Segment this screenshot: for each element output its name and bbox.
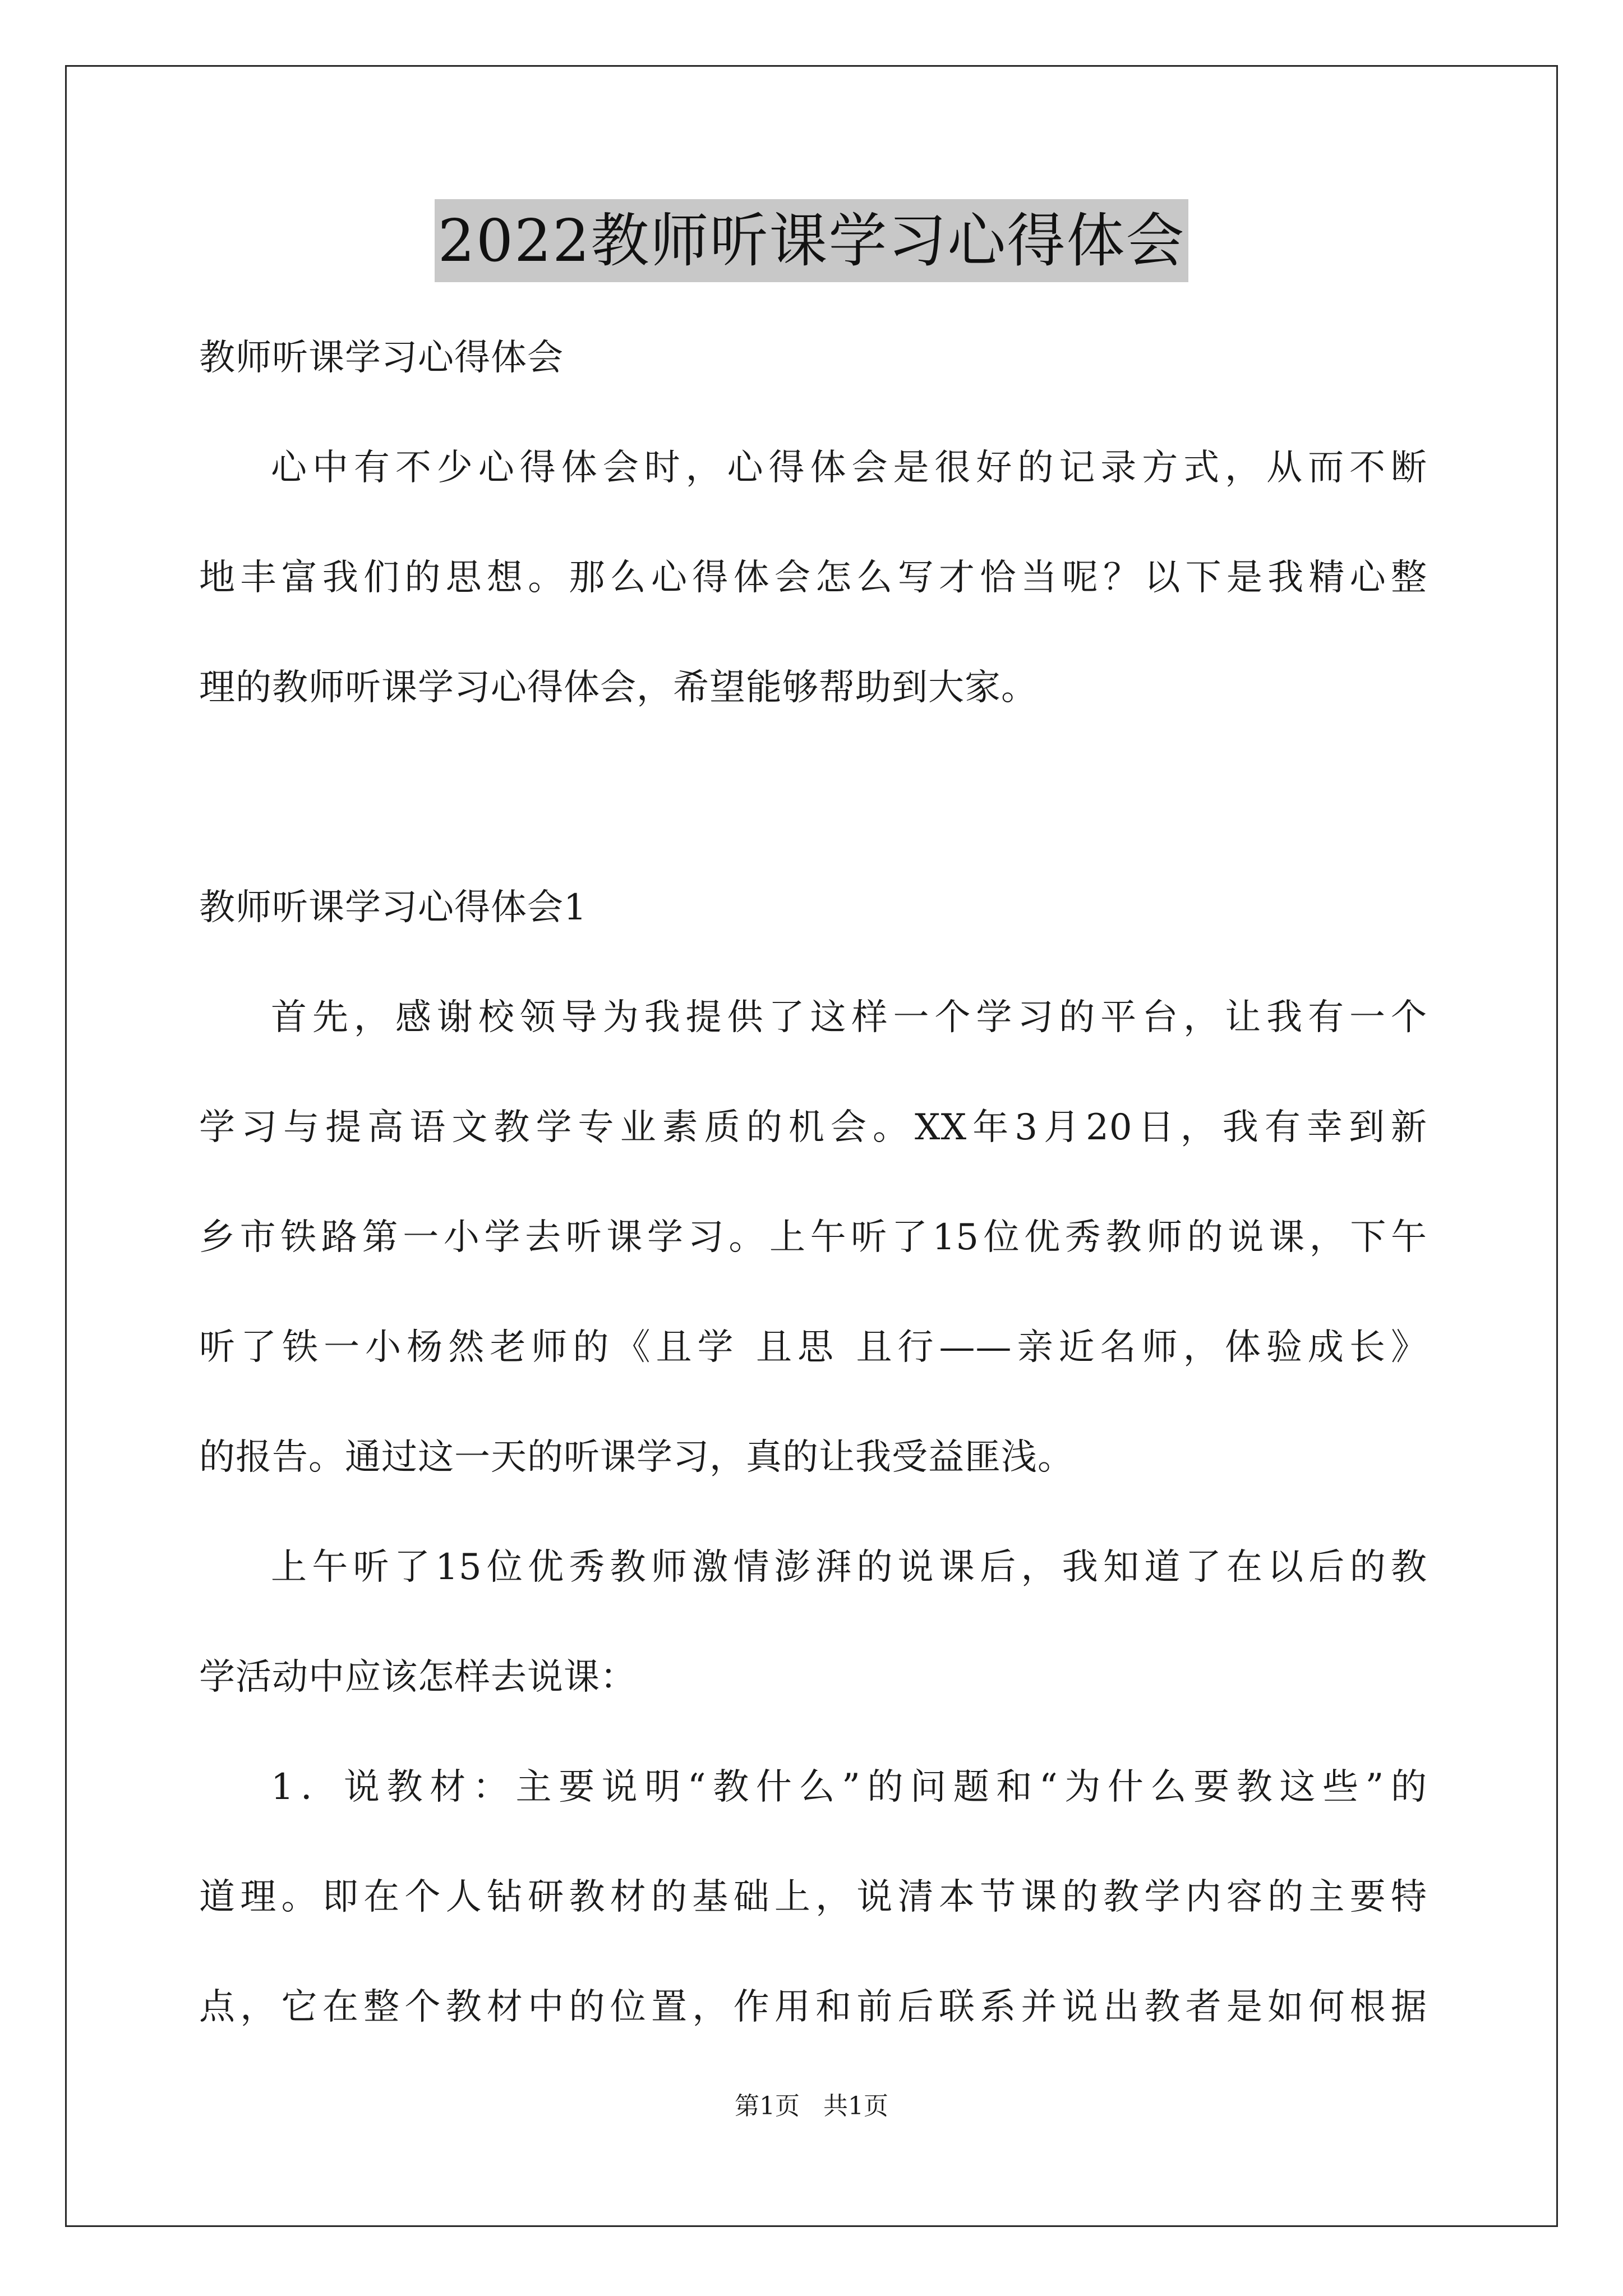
blank-line xyxy=(199,743,1427,853)
intro-line: 地丰富我们的思想。那么心得体会怎么写才恰当呢？以下是我精心整 xyxy=(199,557,1427,599)
paragraph-line: 首先，感谢校领导为我提供了这样一个学习的平台，让我有一个 xyxy=(271,997,1427,1038)
document-title: 2022教师听课学习心得体会 xyxy=(435,199,1189,282)
intro-line: 理的教师听课学习心得体会，希望能够帮助到大家。 xyxy=(199,667,1038,708)
paragraph-line: 的报告。通过这一天的听课学习，真的让我受益匪浅。 xyxy=(199,1437,1074,1478)
paragraph-line: 上午听了15位优秀教师激情澎湃的说课后，我知道了在以后的教 xyxy=(271,1547,1427,1588)
page-footer xyxy=(0,2090,1623,2123)
paragraph-line: 道理。即在个人钻研教材的基础上，说清本节课的教学内容的主要特 xyxy=(199,1876,1427,1918)
paragraph-line: 乡市铁路第一小学去听课学习。上午听了15位优秀教师的说课，下午 xyxy=(199,1217,1427,1258)
section-heading: 教师听课学习心得体会1 xyxy=(199,887,587,928)
paragraph-line: 点，它在整个教材中的位置，作用和前后联系并说出教者是如何根据 xyxy=(199,1986,1427,2028)
document-body xyxy=(199,303,1427,2062)
document-subtitle: 教师听课学习心得体会 xyxy=(199,337,564,379)
paragraph-line: 1．说教材：主要说明“教什么”的问题和“为什么要教这些”的 xyxy=(271,1766,1427,1808)
page-count: 共1页 xyxy=(823,2092,888,2120)
title-container xyxy=(0,199,1623,282)
intro-line: 心中有不少心得体会时，心得体会是很好的记录方式，从而不断 xyxy=(271,447,1427,489)
page-number: 第1页 xyxy=(735,2092,800,2120)
paragraph-line: 听了铁一小杨然老师的《且学 且思 且行——亲近名师，体验成长》 xyxy=(199,1327,1427,1368)
paragraph-line: 学习与提高语文教学专业素质的机会。XX年3月20日，我有幸到新 xyxy=(199,1107,1427,1148)
paragraph-line: 学活动中应该怎样去说课： xyxy=(199,1657,637,1698)
